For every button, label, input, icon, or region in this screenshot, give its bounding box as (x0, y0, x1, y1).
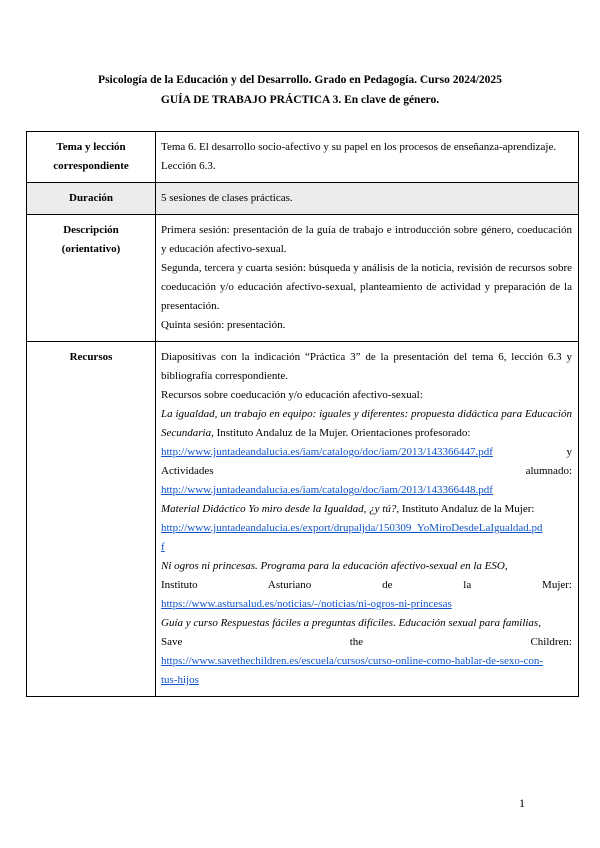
row-descripcion (27, 215, 579, 342)
page-number: 1 (519, 796, 525, 810)
resource-igualdad-link1-line: http://www.juntadeandalucia.es/iam/catalogo/doc/iam/2013/143366447.pdf y (161, 446, 572, 458)
resource-igualdad: La igualdad, un trabajo en equipo: iguales y diferentes: propuesta didáctica para Educación Secundaria, Instituto Andaluz de la Mujer. Orientaciones profesorado: (161, 408, 572, 439)
resource-respuestas-title: Guía y curso Respuestas fáciles a preguntas difíciles. Educación sexual para familias (161, 617, 539, 629)
content-tema (156, 132, 579, 183)
tema-text: Tema 6. El desarrollo socio-afectivo y su papel en los procesos de enseñanza-aprendizaje. (161, 141, 557, 153)
label-tema: Tema y lección correspondiente (27, 132, 156, 183)
resource-respuestas-link-line (161, 652, 572, 690)
resource-ogros: Ni ogros ni princesas. Programa para la educación afectivo-sexual en la ESO, (161, 560, 508, 572)
guide-table (26, 131, 579, 697)
content-descripcion (156, 215, 579, 342)
resource-ogros-author: Instituto Asturiano de la Mujer: (161, 579, 572, 591)
recursos-intro: Diapositivas con la indicación “Práctica 3” de la presentación del tema 6, lección 6.3 y bibliografía correspondiente. (161, 351, 572, 382)
row-duracion (27, 183, 579, 215)
resource-igualdad-title: La igualdad, un trabajo en equipo: iguales y diferentes: propuesta didáctica para Educación Secundaria (161, 408, 572, 439)
resource-yo-miro: Material Didáctico Yo miro desde la Igualdad, ¿y tú?, Instituto Andaluz de la Mujer: (161, 503, 535, 515)
label-duracion: Duración (27, 183, 156, 215)
row-recursos (27, 342, 579, 697)
resource-respuestas: Guía y curso Respuestas fáciles a preguntas difíciles. Educación sexual para familias, (161, 617, 541, 629)
label-recursos: Recursos (27, 342, 156, 697)
link-actividades-alumnado[interactable]: http://www.juntadeandalucia.es/iam/catalogo/doc/iam/2013/143366448.pdf (161, 484, 493, 496)
link-yo-miro[interactable]: http://www.juntadeandalucia.es/export/drupaljda/150309_YoMiroDesdeLaIgualdad.pd f (161, 522, 543, 553)
resource-igualdad-link2-line (161, 481, 572, 500)
header-guide-title: GUÍA DE TRABAJO PRÁCTICA 3. En clave de género. (160, 94, 440, 106)
resource-yo-miro-link-line (161, 519, 572, 557)
document-header (0, 70, 600, 110)
session-1: Primera sesión: presentación de la guía de trabajo e introducción sobre género, coeducación y educación afectivo-sexual. (161, 224, 572, 255)
content-duracion: 5 sesiones de clases prácticas. (156, 183, 579, 215)
content-recursos (156, 342, 579, 697)
label-descripcion: Descripción (orientativo) (27, 215, 156, 342)
resource-igualdad-actividades: Actividades alumnado: (161, 465, 572, 477)
link-orientaciones-profesorado[interactable]: http://www.juntadeandalucia.es/iam/catalogo/doc/iam/2013/143366447.pdf (161, 446, 493, 458)
resource-ogros-title: Ni ogros ni princesas. Programa para la educación afectivo-sexual en la ESO (161, 560, 505, 572)
header-course-line: Psicología de la Educación y del Desarrollo. Grado en Pedagogía. Curso 2024/2025 (98, 74, 502, 86)
recursos-heading: Recursos sobre coeducación y/o educación afectivo-sexual: (161, 389, 423, 401)
link-save-the-children[interactable]: https://www.savethechildren.es/escuela/cursos/curso-online-como-hablar-de-sexo-con- tus-hijos (161, 655, 544, 686)
row-tema (27, 132, 579, 183)
resource-yo-miro-title: Material Didáctico Yo miro desde la Igualdad, ¿y tú? (161, 503, 397, 515)
link-ogros-princesas[interactable]: https://www.astursalud.es/noticias/-/noticias/ni-ogros-ni-princesas (161, 598, 452, 610)
session-2-4: Segunda, tercera y cuarta sesión: búsqueda y análisis de la noticia, revisión de recursos sobre coeducación y/o educación afectivo-sexual, planteamiento de actividad y preparación de la presentación. (161, 262, 572, 312)
resource-ogros-link-line (161, 595, 572, 614)
session-5: Quinta sesión: presentación. (161, 319, 286, 331)
resource-respuestas-author: Save the Children: (161, 636, 572, 648)
tema-leccion: Lección 6.3. (161, 160, 216, 172)
